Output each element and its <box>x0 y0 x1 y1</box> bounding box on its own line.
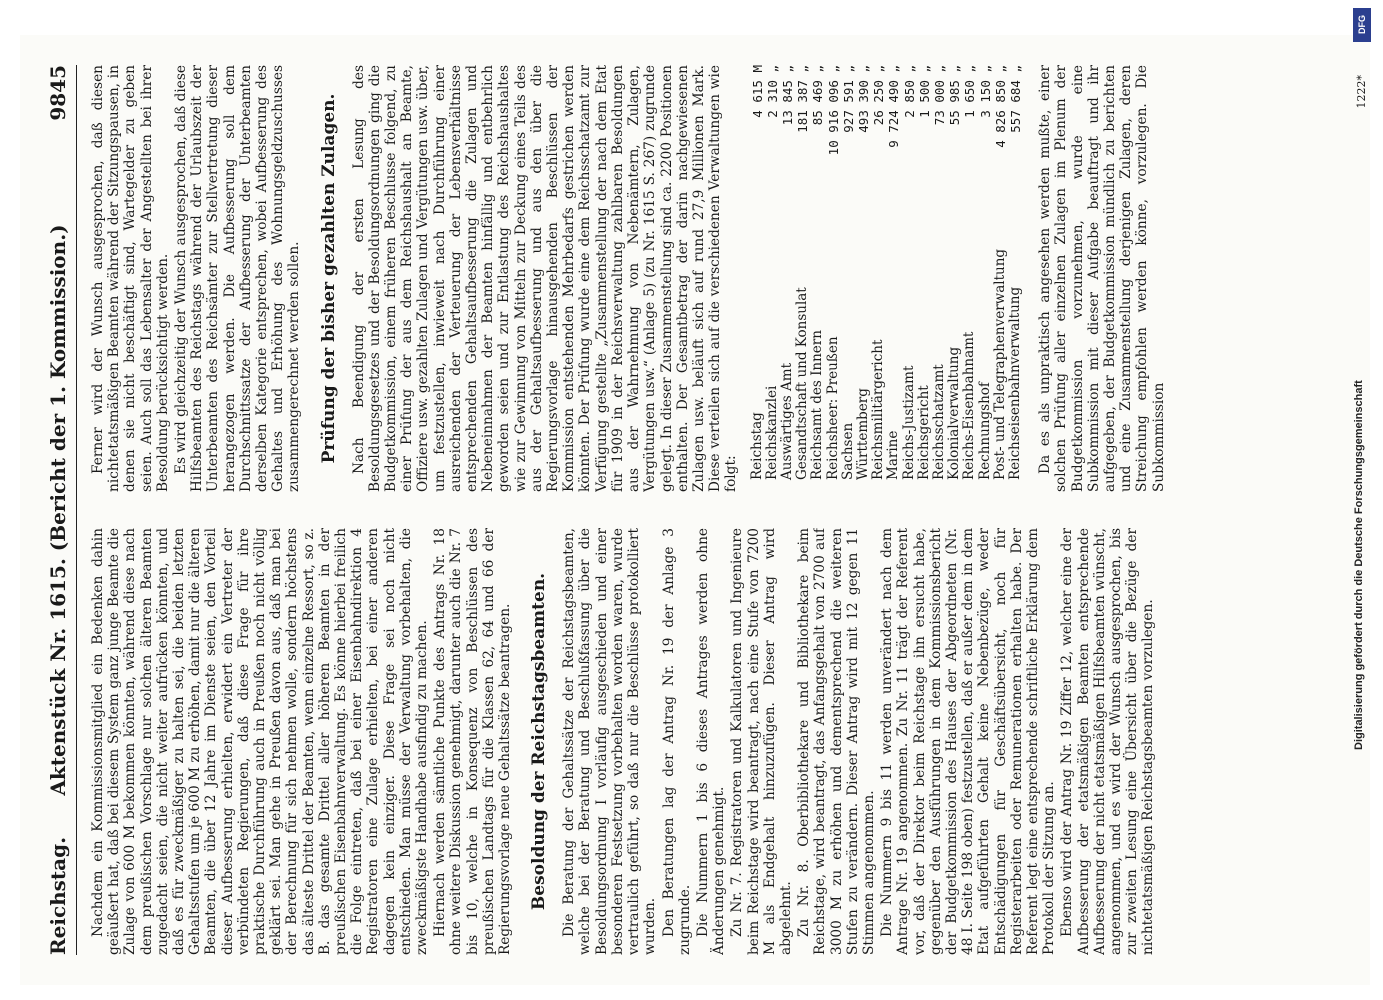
allocation-row <box>856 65 871 480</box>
allocation-row <box>993 65 1008 480</box>
digitization-margin <box>1351 0 1375 1000</box>
paragraph: Den Beratungen lag der Antrag Nr. 19 der Anlage 3 zugrunde. <box>660 528 693 955</box>
allocation-row <box>1008 65 1023 480</box>
text-columns <box>90 65 1350 955</box>
digitization-credit: Digitalisierung gefördert durch die Deutsche Forschungsgemeinschaft <box>1353 380 1365 750</box>
allocation-row <box>871 65 886 480</box>
allocation-value: 493 390 „ <box>855 65 871 133</box>
paragraph: Da es als unpraktisch angesehen werden mußte, einer solchen Prüfung aller einzelnen Zulagen im Plenum der Budgetkommission vorzunehmen, wurde eine Subkommission mit dieser Aufgabe beauftragt und ihr aufgegeben, der Budgetkommission mündlich zu berichten und eine Zusammenstellung derjenigen Zulagen, deren Streichung empfohlen werden könne, vorzulegen. Die Subkommission <box>1037 65 1167 492</box>
allocation-name: Reichs-Justizamt <box>900 365 917 480</box>
paragraph: Zu Nr. 8. Oberbibliothekare und Bibliothekare beim Reichstage, wird beantragt, das Anfangsgehalt von 2700 auf 3000 M zu erhöhen und dementsprechend die weiteren Stufen zu verändern. Dieser Antrag wird mit 12 gegen 11 Stimmen angenommen. <box>796 528 877 955</box>
paragraph: Ferner wird der Wunsch ausgesprochen, daß diesen nichtetatsmäßigen Beamten während der Sitzungspausen, in denen sie nicht beschäftigt sind, Wartegelder zu geben seien. Auch soll das Lebensalter der Angestellten bei ihrer Besoldung berücksichtigt werden. <box>90 65 171 492</box>
allocation-row <box>795 65 810 480</box>
allocation-row <box>780 65 795 480</box>
allocation-value: 85 469 „ <box>810 65 826 126</box>
allocation-row <box>765 65 780 480</box>
allocation-name: Reichsgericht <box>915 385 932 480</box>
paragraph: Zu Nr. 7. Registratoren und Kalkulatoren und Ingenieure beim Reichstage wird beantragt, nach eine Stufe von 7200 M als Endgehalt hinzuzufügen. Dieser Antrag wird abgelehnt. <box>729 528 794 955</box>
allocation-name: Reichsmilitärgericht <box>870 339 887 480</box>
allocation-name: Marine <box>885 430 902 480</box>
allocation-name: Sachsen <box>839 422 856 480</box>
allocation-name: Reichseisenbahnverwaltung <box>1006 286 1023 480</box>
allocation-value: 73 000 „ <box>931 65 947 126</box>
paragraph: Nachdem ein Kommissionsmitglied ein Bedenken dahin geäußert hat, daß bei diesem System ganz junge Beamte die Zulage von 600 M bekommen könnten, während diese nach dem preußischen Vorschlage nur solchen älteren Beamten zugedacht seien, die nicht weiter aufrücken könnten, und daß es für zweckmäßiger zu halten sei, die beiden letzten Gehaltsstufen um je 600 M zu erhöhen, damit nur die älteren Beamten, die über 12 Jahre im Dienste seien, den Vorteil dieser Aufbesserung erhielten, erwidert ein Vertreter der verbündeten Regierungen, daß diese Frage für ihre praktische Durchführung auch in Preußen noch nicht völlig geklärt sei. Man gehe in Preußen davon aus, daß man bei der Berechnung für sich nehmen wolle, sondern höchstens das älteste Drittel der Beamten, wenn einzelne Ressort, so z. B. das gesamte Drittel aller höheren Beamten in der preußischen Eisenbahnverwaltung. Es könne hierbei freilich die Folge eintreten, daß bei einer Eisenbahndirektion 4 Registratoren eine Zulage erhielten, bei einer anderen dagegen kein einziger. Diese Frage sei noch nicht entschieden. Man müsse der Verwaltung vorbehalten, die zweckmäßigste Handhabe ausfindig zu machen. <box>90 528 431 955</box>
allocation-value: 927 591 „ <box>840 65 856 133</box>
allocation-row <box>932 65 947 480</box>
allocation-value: 2 310 „ <box>764 65 780 118</box>
allocation-value: 4 615 M <box>749 65 765 118</box>
paragraph: Die Beratung der Gehaltssätze der Reichstagsbeamten, welche bei der Beratung und Beschlußfassung über die Besoldungsordnung I vorläufig ausgeschieden und einer besonderen Festsetzung vorbehalten worden waren, wurde vertraulich geführt, so daß nur die Beschlüsse protokolliert wurden. <box>561 528 659 955</box>
allocation-value: 1 650 „ <box>962 65 978 118</box>
allocation-name: Auswärtiges Amt <box>778 363 795 480</box>
paragraph: Ebenso wird der Antrag Nr. 19 Ziffer 12, welcher eine der Aufbesserung der etatsmäßigen Beamten entsprechende Aufbesserung der nicht etatsmäßigen Hilfsbeamten wünscht, angenommen, und es wird der Wunsch ausgesprochen, bis zur zweiten Lesung eine Übersicht über die Bezüge der nichtetatsmäßigen Reichstagsbeamten vorzulegen. <box>1059 528 1157 955</box>
allocation-row <box>978 65 993 480</box>
allocation-name: Reichsschatzamt <box>930 364 947 480</box>
paragraph: Es wird gleichzeitig der Wunsch ausgesprochen, daß diese Hilfsbeamten des Reichstags während der Urlaubszeit der Unterbeamten des Reichsämter zur Stellvertretung dieser herangezogen werden. Die Aufbesserung soll dem Durchschnittssatze der Aufbesserung der Unterbeamten derselben Kategorie entsprechen, wobei Aufbesserung des Gehaltes und Erhöhung des Wohnungsgeldzuschusses zusammengerechnet werden sollen. <box>173 65 303 492</box>
paragraph: Nach Beendigung der ersten Lesung des Besoldungsgesetzes und der Besoldungsordnungen ging die Budgetkommission, einem früheren Beschlusse folgend, zu einer Prüfung der aus dem Reichshaushalt an Beamte, Offiziere usw. gezahlten Zulagen und Vergütungen usw. über, um festzustellen, inwieweit nach Durchführung einer ausreichenden der Verteuerung der Lebensverhältnisse entsprechenden Gehaltsaufbesserung die Zulagen und Nebeneinnahmen der Beamten hinfällig und entbehrlich geworden seien und zur Entlastung des Reichshaushaltes wie zur Gewinnung von Mitteln zur Deckung eines Teils des aus der Gehaltsaufbesserung und aus den über die Regierungsvorlage hinausgehenden Beschlüssen der Kommission entstehenden Mehrbedarfs gestrichen werden könnten. Der Prüfung wurde eine dem Reichsschatzamt zur Verfügung gestellte „Zusammenstellung der nach dem Etat für 1909 in der Reichsverwaltung zahlbaren Besoldungen aus der Wahrnehmung von Nebenämtern, Zulagen, Vergütungen usw.“ (Anlage 5) (zu Nr. 1615 S. 267) zugrunde gelegt. In dieser Zusammenstellung sind ca. 2200 Positionen enthalten. Der Gesamtbetrag der darin nachgewiesenen Zulagen usw. beläuft sich auf rund 27,9 Millionen Mark. Diese verteilen sich auf die verschiedenen Verwaltungen wie folgt: <box>350 65 740 492</box>
signature-mark: 1222* <box>1355 75 1368 109</box>
allocation-row <box>902 65 917 480</box>
paragraph: Hiernach werden sämtliche Punkte des Antrags Nr. 18 ohne weitere Diskussion genehmigt, darunter auch die Nr. 7 bis 10, welche in Konsequenz von Beschlüssen des preußischen Landtags für die Klassen 62, 64 und 66 der Regierungsvorlage neue Gehaltssätze beantragen. <box>432 528 514 955</box>
allocation-value: 2 850 „ <box>901 65 917 118</box>
paragraph: Die Nummern 1 bis 6 dieses Antrages werden ohne Änderungen genehmigt. <box>694 528 728 955</box>
allocation-row <box>826 65 841 480</box>
paragraph: Die Nummern 9 bis 11 werden unverändert nach dem Antrage Nr. 19 angenommen. Zu Nr. 11 trägt der Referent vor, daß der Direktor beim Reichstage ihn ersucht habe, gegenüber den Ausführungen in dem Kommissionsbericht der Budgetkommission des Hauses der Abgeordneten (Nr. 48 I. Seite 198 oben) festzustellen, daß er außer dem in dem Etat aufgeführten Gehalt keine Nebenbezüge, weder Entschädigungen für Geschäftsübersicht, noch für Registerarbeiten oder Remunerationen erhalten habe. Der Referent legt eine entsprechende schriftliche Erklärung dem Protokoll der Sitzung an. <box>879 528 1058 955</box>
allocation-name: Württemberg <box>854 388 871 480</box>
allocation-row <box>962 65 977 480</box>
dfg-logo: DFG <box>1353 8 1371 42</box>
header-left: Reichstag. <box>46 836 70 955</box>
section-heading: Prüfung der bisher gezahlten Zulagen. <box>318 93 339 464</box>
section-heading: Besoldung der Reichstagsbeamten. <box>529 572 550 911</box>
allocation-row <box>947 65 962 480</box>
allocation-value: 13 845 „ <box>779 65 795 126</box>
header-title: Aktenstück Nr. 1615. (Bericht der 1. Kommission.) <box>46 224 70 796</box>
right-column <box>90 65 1350 492</box>
allocation-name: Rechnungshof <box>976 382 993 480</box>
allocation-row <box>810 65 825 480</box>
page-header <box>42 65 77 955</box>
allocation-row <box>917 65 932 480</box>
page-number: 9845 <box>46 65 70 121</box>
allocation-name: Kolonialverwaltung <box>946 346 963 480</box>
allocation-name: Reichs-Eisenbahnamt <box>961 331 978 480</box>
allocation-value: 10 916 096 „ <box>825 65 841 156</box>
allocation-name: Reichskanzlei <box>763 385 780 480</box>
allocation-value: 1 500 „ <box>916 65 932 118</box>
left-column <box>90 528 1350 955</box>
allocation-value: 4 826 850 „ <box>992 65 1008 148</box>
allocation-list <box>750 65 1024 480</box>
allocation-row <box>841 65 856 480</box>
allocation-name: Post- und Telegraphenverwaltung <box>991 248 1008 480</box>
document-page <box>20 35 1370 985</box>
allocation-value: 3 150 „ <box>977 65 993 118</box>
allocation-name: Reichsamt des Innern <box>809 330 826 480</box>
allocation-value: 9 724 490 „ <box>886 65 902 148</box>
allocation-name: Reichsheer: Preußen <box>824 336 841 480</box>
allocation-value: 26 250 „ <box>871 65 887 126</box>
allocation-name: Reichstag <box>748 412 765 480</box>
allocation-name: Gesandtschaft und Konsulat <box>794 287 811 480</box>
allocation-value: 181 387 „ <box>795 65 811 133</box>
allocation-value: 55 985 „ <box>947 65 963 126</box>
allocation-value: 557 684 „ <box>1007 65 1023 133</box>
allocation-row <box>750 65 765 480</box>
allocation-row <box>886 65 901 480</box>
